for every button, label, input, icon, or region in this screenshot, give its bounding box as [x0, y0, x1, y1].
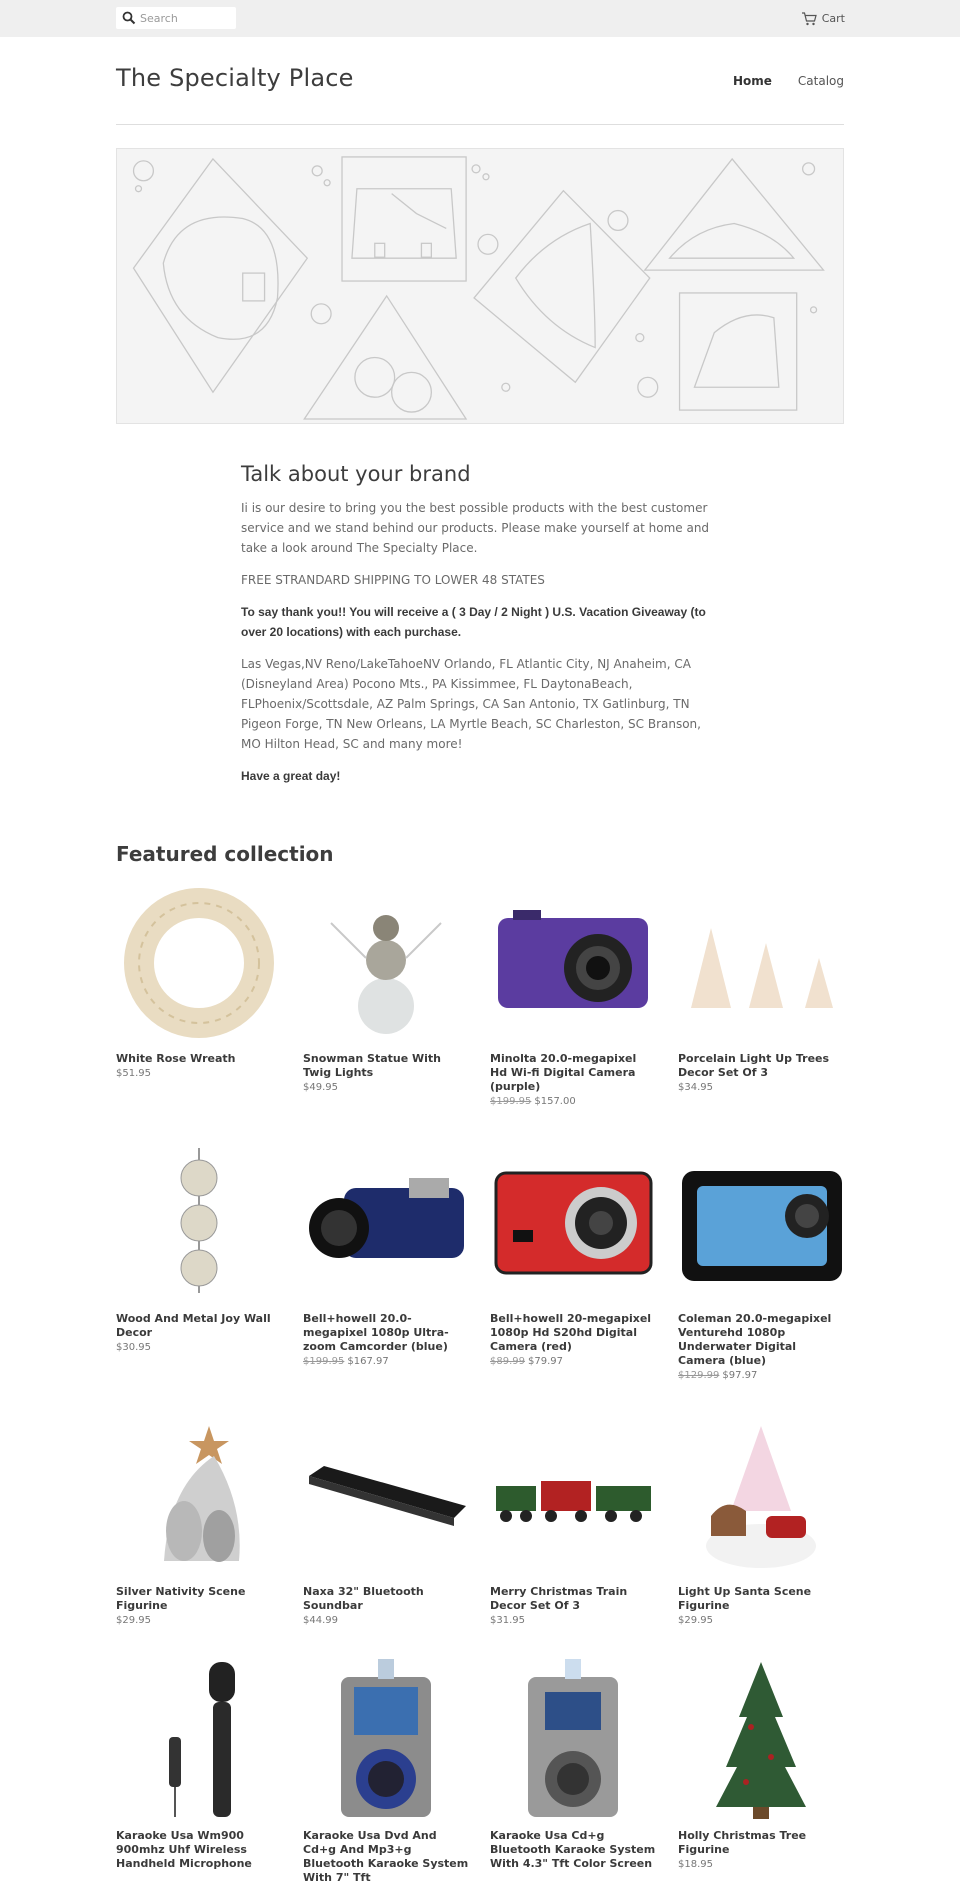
product-card[interactable]: [490, 1657, 656, 1871]
product-price: $44.99: [303, 1615, 338, 1626]
product-image-microphone[interactable]: [116, 1657, 282, 1823]
product-name[interactable]: Karaoke Usa Dvd And Cd+g And Mp3+g Bluetooth Karaoke System With 7" Tft: [303, 1829, 469, 1884]
product-card[interactable]: [303, 880, 469, 1093]
nav-catalog[interactable]: Catalog: [797, 74, 844, 88]
main-nav: [733, 74, 844, 88]
brand-heading: Talk about your brand: [241, 462, 471, 486]
search-input[interactable]: [140, 7, 232, 29]
product-image-red-camera[interactable]: [490, 1140, 656, 1306]
product-card[interactable]: [116, 1657, 282, 1871]
product-card[interactable]: [116, 1140, 282, 1353]
product-name[interactable]: Snowman Statue With Twig Lights: [303, 1052, 441, 1079]
product-image-coleman-camera[interactable]: [678, 1140, 844, 1306]
product-price: $51.95: [116, 1068, 151, 1079]
product-card[interactable]: [678, 1140, 844, 1381]
product-card[interactable]: [116, 880, 282, 1079]
product-price: $199.95 $157.00: [490, 1096, 576, 1107]
header-divider: [116, 124, 844, 125]
product-card[interactable]: [490, 1140, 656, 1367]
product-price: $29.95: [678, 1615, 713, 1626]
product-price: $30.95: [116, 1342, 151, 1353]
product-name[interactable]: Porcelain Light Up Trees Decor Set Of 3: [678, 1052, 830, 1079]
product-price: $34.95: [678, 1082, 713, 1093]
product-price: $199.95 $167.97: [303, 1356, 389, 1367]
product-image-camcorder[interactable]: [303, 1140, 469, 1306]
cart-icon: [801, 12, 817, 26]
product-name[interactable]: Light Up Santa Scene Figurine: [678, 1585, 812, 1612]
product-image-soundbar[interactable]: [303, 1413, 469, 1579]
brand-intro: Ii is our desire to bring you the best possible products with the best customer service and we stand behind our products. Please make yourself at home and take a look around The Specialty Place.: [241, 501, 710, 555]
product-image-snowman[interactable]: [303, 880, 469, 1046]
product-name[interactable]: Wood And Metal Joy Wall Decor: [116, 1312, 271, 1339]
product-image-karaoke-dvd[interactable]: [303, 1657, 469, 1823]
product-price: $18.95: [678, 1859, 713, 1870]
product-name[interactable]: Coleman 20.0-megapixel Venturehd 1080p Underwater Digital Camera (blue): [678, 1312, 832, 1367]
product-name[interactable]: Holly Christmas Tree Figurine: [678, 1829, 807, 1856]
product-name[interactable]: Merry Christmas Train Decor Set Of 3: [490, 1585, 628, 1612]
product-card[interactable]: [303, 1140, 469, 1367]
product-image-joy-decor[interactable]: [116, 1140, 282, 1306]
product-image-santa-scene[interactable]: [678, 1413, 844, 1579]
giveaway-note: To say thank you!! You will receive a ( 3 Day / 2 Night ) U.S. Vacation Giveaway (to over 20 locations) with each purchase.: [241, 605, 706, 639]
product-price: $29.95: [116, 1615, 151, 1626]
product-name[interactable]: Naxa 32" Bluetooth Soundbar: [303, 1585, 424, 1612]
product-image-karaoke-cdg[interactable]: [490, 1657, 656, 1823]
product-image-train-decor[interactable]: [490, 1413, 656, 1579]
product-price: $49.95: [303, 1082, 338, 1093]
product-name[interactable]: Bell+howell 20-megapixel 1080p Hd S20hd Digital Camera (red): [490, 1312, 652, 1353]
product-card[interactable]: [303, 1413, 469, 1626]
search-icon: [122, 11, 136, 25]
product-image-minolta-camera[interactable]: [490, 880, 656, 1046]
product-name[interactable]: Silver Nativity Scene Figurine: [116, 1585, 246, 1612]
product-card[interactable]: [116, 1413, 282, 1626]
signoff: Have a great day!: [241, 769, 341, 783]
hero-illustration: [117, 149, 843, 423]
product-price: $129.99 $97.97: [678, 1370, 758, 1381]
product-image-wreath[interactable]: [116, 880, 282, 1046]
product-price: $31.95: [490, 1615, 525, 1626]
product-name[interactable]: Karaoke Usa Wm900 900mhz Uhf Wireless Handheld Microphone: [116, 1829, 252, 1870]
product-card[interactable]: [678, 880, 844, 1093]
product-image-holly-tree[interactable]: [678, 1657, 844, 1823]
product-name[interactable]: Karaoke Usa Cd+g Bluetooth Karaoke System With 4.3" Tft Color Screen: [490, 1829, 656, 1870]
product-card[interactable]: [490, 1413, 656, 1626]
cart-label: Cart: [821, 12, 845, 25]
nav-home[interactable]: Home: [732, 74, 772, 88]
search-box[interactable]: [116, 7, 236, 29]
product-price: $89.99 $79.97: [490, 1356, 563, 1367]
cart-link[interactable]: [801, 10, 845, 27]
product-card[interactable]: [303, 1657, 469, 1885]
product-card[interactable]: [490, 880, 656, 1107]
product-card[interactable]: [678, 1657, 844, 1870]
product-image-porcelain-trees[interactable]: [678, 880, 844, 1046]
featured-title: Featured collection: [116, 842, 334, 866]
product-name[interactable]: Bell+howell 20.0-megapixel 1080p Ultra-zoom Camcorder (blue): [303, 1312, 449, 1353]
product-name[interactable]: White Rose Wreath: [116, 1052, 236, 1065]
top-bar: [0, 0, 960, 37]
hero-banner: [116, 148, 844, 424]
product-image-nativity[interactable]: [116, 1413, 282, 1579]
product-card[interactable]: [678, 1413, 844, 1626]
locations-list: Las Vegas,NV Reno/LakeTahoeNV Orlando, FL Atlantic City, NJ Anaheim, CA (Disneyland Area) Pocono Mts., PA Kissimmee, FL DaytonaBeach, FLPhoenix/Scottsdale, AZ Palm Springs, CA San Antonio, TX Gatlinburg, TN Pigeon Forge, TN New Orleans, LA Myrtle Beach, SC Charleston, SC Branson, MO Hilton Head, SC and many more!: [241, 657, 701, 751]
brand-text: [241, 462, 721, 798]
shipping-note: FREE STRANDARD SHIPPING TO LOWER 48 STATES: [241, 573, 545, 587]
product-name[interactable]: Minolta 20.0-megapixel Hd Wi-fi Digital Camera (purple): [490, 1052, 637, 1093]
site-title[interactable]: The Specialty Place: [116, 64, 354, 92]
